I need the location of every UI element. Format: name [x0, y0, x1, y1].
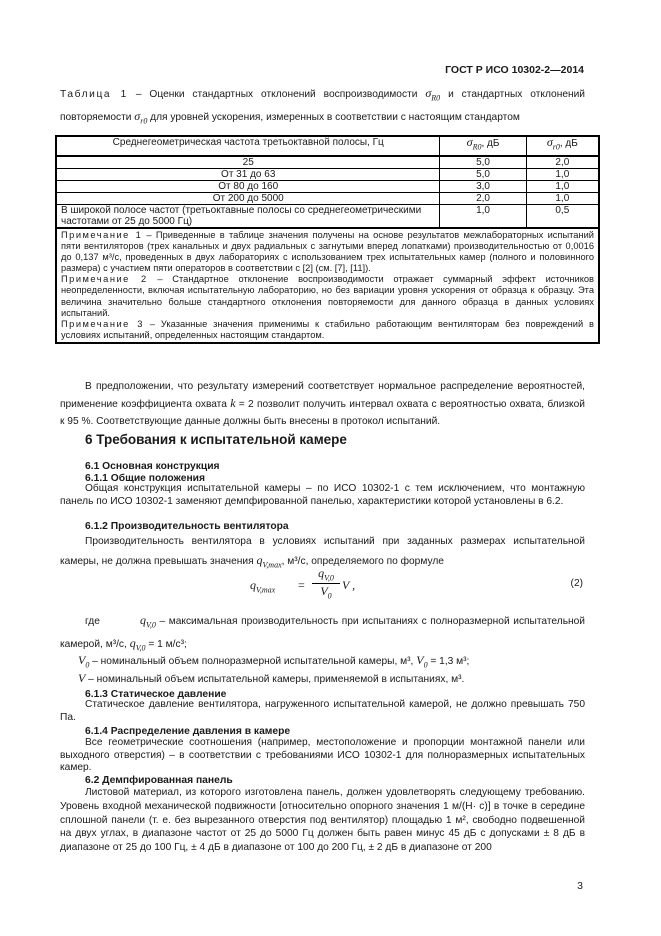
cell-frequency: От 80 до 160: [56, 181, 440, 193]
cell-sigma-r0: 1,0: [526, 169, 599, 181]
formula-equals: =: [298, 578, 305, 592]
sigma-R0-symbol: $\sigma_{R0}$: [425, 86, 441, 103]
note-1: Примечание 1 – Приведенные в таблице значения получены на основе результатов межлабораторных испытаний пяти вентиляторов (трех канальных и двух радиальных с загнутыми вперед лопатками) производительностью от 0,0016 до 0,137 м³/с, проведенных в двух лабораториях с использованием трех испытательных камер (полного и половинного размера) с участием пяти операторов в соответствии с [2] (см. [7], [11]).: [61, 230, 594, 274]
cell-sigma-R0: 2,0: [440, 193, 526, 205]
formula-2: [250, 566, 500, 606]
cell-sigma-r0: 2,0: [526, 156, 599, 169]
section-6-heading: 6 Требования к испытательной камере: [85, 432, 347, 447]
definition-q-v0: где $q_{V,0}$ – максимальная производительность при испытаниях с полноразмерной испытательной камерой, м³/с, $q_{V,0} = 1$ м/с³;: [60, 613, 585, 653]
cell-sigma-r0: 1,0: [526, 193, 599, 205]
page-number: 3: [577, 880, 583, 892]
cell-sigma-r0: 1,0: [526, 181, 599, 193]
equation-number: (2): [570, 578, 583, 589]
table-1: [55, 135, 600, 344]
cell-frequency: 25: [56, 156, 440, 169]
section-6-2-heading: 6.2 Демпфированная панель: [85, 775, 233, 786]
cell-sigma-r0: 0,5: [526, 205, 599, 229]
section-6-1-2-heading: 6.1.2 Производительность вентилятора: [85, 521, 289, 532]
cell-sigma-R0: 5,0: [440, 169, 526, 181]
section-6-1-3-text: Статическое давление вентилятора, нагруженного испытательной камерой, не должно превышать 750 Па.: [60, 699, 585, 723]
section-6-1-1-text: Общая конструкция испытательной камеры – по ИСО 10302-1 с тем исключением, что монтажную панель по ИСО 10302-1 заменяют демпфированной панелью, характеристики которой установлены в 6.2.: [60, 483, 585, 507]
section-6-1-2-text: Производительность вентилятора в условиях испытаний при заданных размерах испытательной камеры, не должна превышать значения $q_{V,max}$, м³/с, определяемого по формуле: [60, 536, 585, 570]
table-header-row: [56, 136, 599, 156]
note-2: Примечание 2 – Стандартное отклонение воспроизводимости отражает суммарный эффект источников неопределенности, включая испытательную лабораторию, но без вариации уровня ускорения от образца к образцу. Эта величина значительно больше стандартного отклонения повторяемости для данного образца в данных условиях испытаний.: [61, 274, 594, 318]
cell-sigma-R0: 1,0: [440, 205, 526, 229]
section-6-1-3-heading: 6.1.3 Статическое давление: [85, 689, 227, 700]
table-row: [56, 181, 599, 193]
standard-code: ГОСТ Р ИСО 10302-2—2014: [445, 64, 584, 76]
header-sigma-R0: $\sigma_{R0}$, дБ: [440, 136, 526, 156]
table-caption: Таблица 1 – Оценки стандартных отклонений воспроизводимости $\sigma_{R0}$ и стандартных отклонений повторяемости $\sigma_{r0}$ для уровней ускорения, измеренных в соответствии с настоящим стандартом: [60, 86, 585, 126]
cell-frequency: От 200 до 5000: [56, 193, 440, 205]
note-3: Примечание 3 – Указанные значения применимы к стабильно работающим вентиляторам без повреждений в условиях испытаний, определенных настоящим стандартом.: [61, 318, 594, 340]
cell-sigma-R0: 3,0: [440, 181, 526, 193]
section-6-1-heading: 6.1 Основная конструкция: [85, 461, 220, 472]
table-label: Таблица 1: [60, 89, 128, 100]
table-row: [56, 205, 599, 229]
formula-fraction: $\frac{q_{V,0}}{V_0}$: [312, 566, 340, 601]
formula-lhs: $q_{V,max}$: [250, 578, 276, 595]
header-sigma-r0: $\sigma_{r0}$, дБ: [526, 136, 599, 156]
section-6-2-text: Листовой материал, из которого изготовлена панель, должен удовлетворять следующему требованию. Уровень входной механической подвижности [относительно опорного значения 1 м/(Н· с)] в точке в середине сплошной панели (т. е. без вырезанного отверстия под вентилятор) площадью 1 м², свободно подвешенной на двух углах, в диапазоне частот от 25 до 5000 Гц должен быть равен минус 45 дБ с допусками ± 8 дБ в диапазоне от 25 до 100 Гц, ± 4 дБ в диапазоне от 100 до 200 Гц, ± 2 дБ в диапазоне от 200: [60, 787, 585, 854]
table-notes: [56, 228, 599, 343]
formula-rhs: V ,: [342, 578, 356, 592]
coverage-paragraph: В предположении, что результату измерений соответствует нормальное распределение вероятностей, применение коэффициента охвата k = 2 позволит получить интервал охвата с вероятностью охвата, близкой к 95 %. Соответствующие данные должны быть внесены в протокол испытаний.: [60, 381, 585, 427]
definition-v: V – номинальный объем испытательной камеры, применяемой в испытаниях, м³.: [78, 671, 465, 685]
sigma-r0-symbol: $\sigma_{r0}$: [134, 109, 148, 126]
table-row: [56, 193, 599, 205]
header-frequency: Среднегеометрическая частота третьоктавной полосы, Гц: [56, 136, 440, 156]
table-row: [56, 156, 599, 169]
cell-frequency: В широкой полосе частот (третьоктавные полосы со среднегеометрическими частотами от 25 до 5000 Гц): [56, 205, 440, 229]
section-6-1-4-text: Все геометрические соотношения (например, местоположение и пропорции монтажной панели или выходного отверстия) – в соответствии с требованиями ИСО 10302-1 для полноразмерных испытательных камер.: [60, 737, 585, 773]
cell-frequency: От 31 до 63: [56, 169, 440, 181]
table-notes-row: [56, 228, 599, 343]
table-row: [56, 169, 599, 181]
definition-v0: $V_0$ – номинальный объем полноразмерной испытательной камеры, м³, $V_0 = 1,3$ м³;: [78, 653, 470, 670]
section-6-1-4-heading: 6.1.4 Распределение давления в камере: [85, 726, 291, 737]
cell-sigma-R0: 5,0: [440, 156, 526, 169]
section-6-1-1-heading: 6.1.1 Общие положения: [85, 473, 205, 484]
